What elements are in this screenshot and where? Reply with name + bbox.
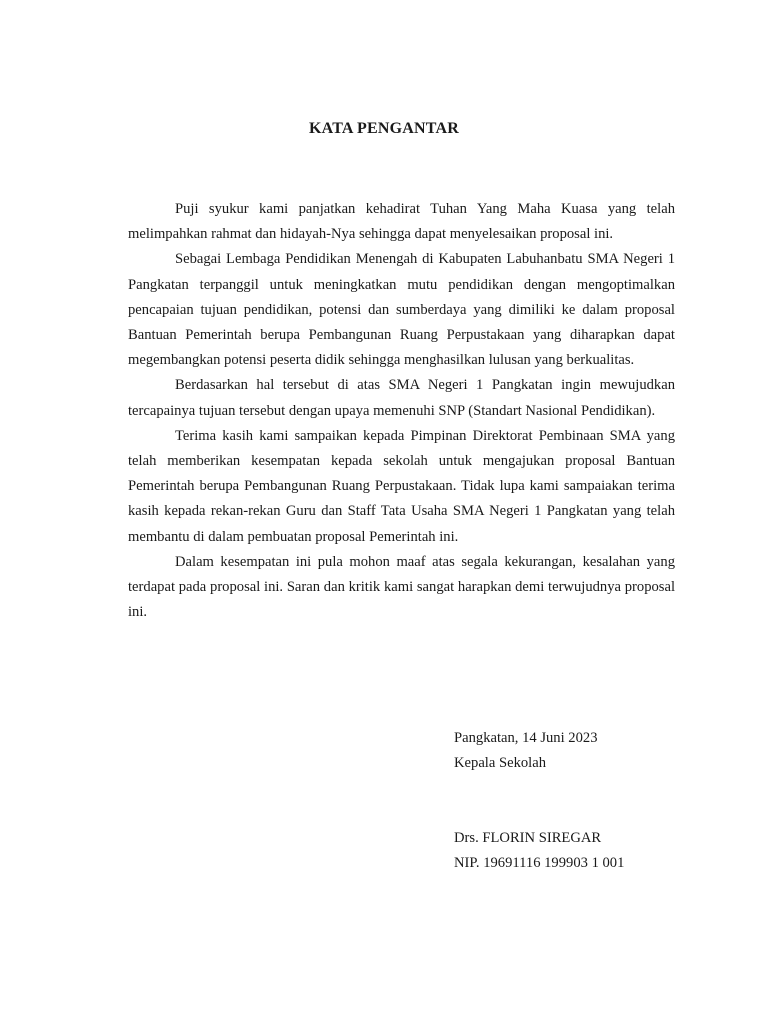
document-body [128,197,675,625]
paragraph-4: Terima kasih kami sampaikan kepada Pimpinan Direktorat Pembinaan SMA yang telah memberikan kesempatan kepada sekolah untuk mengajukan proposal Bantuan Pemerintah berupa Pembangunan Ruang Perpustakaan. Tidak lupa kami sampaiakan terima kasih kepada rekan-rekan Guru dan Staff Tata Usaha SMA Negeri 1 Pangkatan yang telah membantu di dalam pembuatan proposal Pemerintah ini. [128,427,675,545]
page-title: KATA PENGANTAR [309,120,459,137]
signature-place-date: Pangkatan, 14 Juni 2023 [454,730,598,746]
paragraph-5: Dalam kesempatan ini pula mohon maaf atas segala kekurangan, kesalahan yang terdapat pada proposal ini. Saran dan kritik kami sangat harapkan demi terwujudnya proposal ini. [128,553,675,621]
signature-name: Drs. FLORIN SIREGAR [454,830,602,846]
paragraph-2: Sebagai Lembaga Pendidikan Menengah di Kabupaten Labuhanbatu SMA Negeri 1 Pangkatan terpanggil untuk meningkatkan mutu pendidikan dengan mengoptimalkan pencapaian tujuan pendidikan, potensi dan sumberdaya yang dimiliki ke dalam proposal Bantuan Pemerintah berupa Pembangunan Ruang Perpustakaan yang diharapkan dapat megembangkan potensi peserta didik sehingga menghasilkan lulusan yang berkualitas. [128,251,675,369]
paragraph-3: Berdasarkan hal tersebut di atas SMA Negeri 1 Pangkatan ingin mewujudkan tercapainya tujuan tersebut dengan upaya memenuhi SNP (Standart Nasional Pendidikan). [128,377,675,419]
paragraph-1: Puji syukur kami panjatkan kehadirat Tuhan Yang Maha Kuasa yang telah melimpahkan rahmat dan hidayah-Nya sehingga dapat menyelesaikan proposal ini. [128,201,675,243]
signature-position: Kepala Sekolah [454,755,546,771]
signature-nip: NIP. 19691116 199903 1 001 [454,855,625,871]
signature-block [454,726,624,876]
signature-space [454,776,624,826]
